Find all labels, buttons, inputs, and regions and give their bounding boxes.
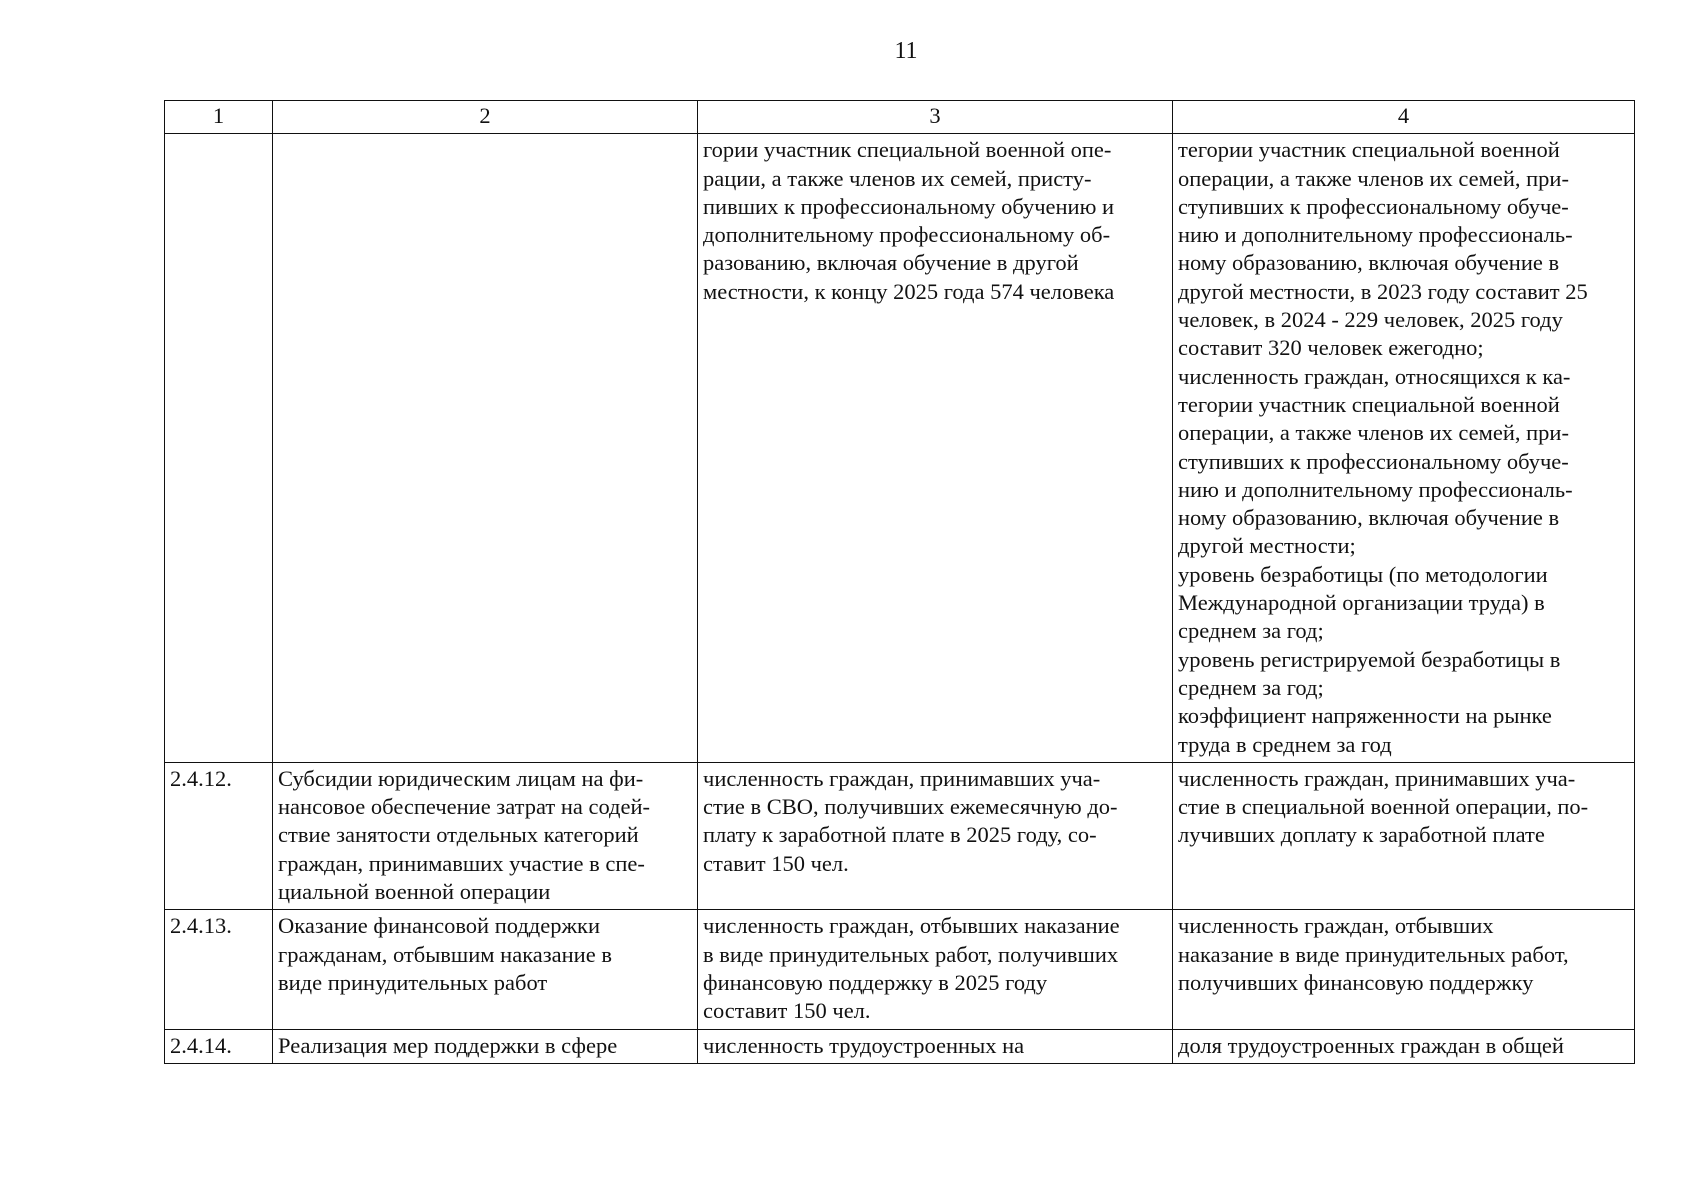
table-row [165, 910, 1635, 1029]
indicator-text: уровень безработицы (по методологии Международной организации труда) в среднем за год; [1178, 561, 1548, 644]
result-text: численность граждан, принимавших уча- стие в СВО, получивших ежемесячную до- плату к заработной плате в 2025 году, со- ставит 150 чел. [703, 765, 1118, 876]
row-number-cell [165, 1029, 273, 1063]
result-text: численность граждан, отбывших наказание в виде принудительных работ, получивших финансовую поддержку в 2025 году составит 150 чел. [703, 913, 1120, 1024]
indicator-text: доля трудоустроенных граждан в общей [1178, 1032, 1564, 1058]
row-number-cell [165, 762, 273, 909]
event-cell [273, 1029, 698, 1063]
column-header-1: 1 [165, 101, 273, 134]
indicator-text: численность граждан, относящихся к ка- тегории участник специальной военной операции, а также членов их семей, при- ступивших к профессиональному обуче- нию и дополнительному профессиональ- ному образованию, включая обучение в другой местности; [1178, 363, 1573, 559]
indicator-text: коэффициент напряженности на рынке труда в среднем за год [1178, 703, 1552, 757]
indicators-cell [1173, 134, 1635, 763]
row-number-cell [165, 910, 273, 1029]
column-header-3: 3 [698, 101, 1173, 134]
event-cell [273, 910, 698, 1029]
column-header-4: 4 [1173, 101, 1635, 134]
result-text: численность трудоустроенных на [703, 1032, 1025, 1058]
event-text: Реализация мер поддержки в сфере [278, 1032, 618, 1058]
indicators-cell [1173, 762, 1635, 909]
header-row [165, 101, 1635, 134]
indicator-text: уровень регистрируемой безработицы в среднем за год; [1178, 646, 1561, 700]
event-text: Субсидии юридическим лицам на фи- нансовое обеспечение затрат на содей- ствие занятости отдельных категорий граждан, принимавших участие в спе- циальной военной операции [278, 765, 651, 905]
result-cell [698, 762, 1173, 909]
indicator-text: тегории участник специальной военной операции, а также членов их семей, при- ступивших к профессиональному обуче- нию и дополнительному профессиональ- ному образованию, включая обучение в другой местности, в 2023 году составит 25 человек, в 2024 - 229 человек, 2025 году составит 320 человек ежегодно; [1178, 137, 1588, 361]
result-text: гории участник специальной военной опе- рации, а также членов их семей, присту- пивших к профессиональному обучению и дополнительному профессиональному об- разованию, включая обучение в другой местности, к концу 2025 года 574 человека [703, 137, 1115, 304]
event-cell [273, 134, 698, 763]
indicator-text: численность граждан, принимавших уча- стие в специальной военной операции, по- лучивших доплату к заработной плате [1178, 765, 1589, 848]
result-cell [698, 910, 1173, 1029]
page-number: 11 [894, 38, 918, 64]
row-number: 2.4.14. [170, 1032, 232, 1058]
event-cell [273, 762, 698, 909]
table-row [165, 134, 1635, 763]
indicators-cell [1173, 910, 1635, 1029]
row-number: 2.4.13. [170, 913, 232, 939]
indicators-cell [1173, 1029, 1635, 1063]
table-row [165, 762, 1635, 909]
result-cell [698, 134, 1173, 763]
row-number: 2.4.12. [170, 765, 232, 791]
row-number-cell [165, 134, 273, 763]
measures-table [164, 100, 1635, 1064]
event-text: Оказание финансовой поддержки гражданам, отбывшим наказание в виде принудительных работ [278, 913, 612, 995]
table-row [165, 1029, 1635, 1063]
column-header-2: 2 [273, 101, 698, 134]
indicator-text: численность граждан, отбывших наказание в виде принудительных работ, получивших финансовую поддержку [1178, 913, 1569, 995]
result-cell [698, 1029, 1173, 1063]
